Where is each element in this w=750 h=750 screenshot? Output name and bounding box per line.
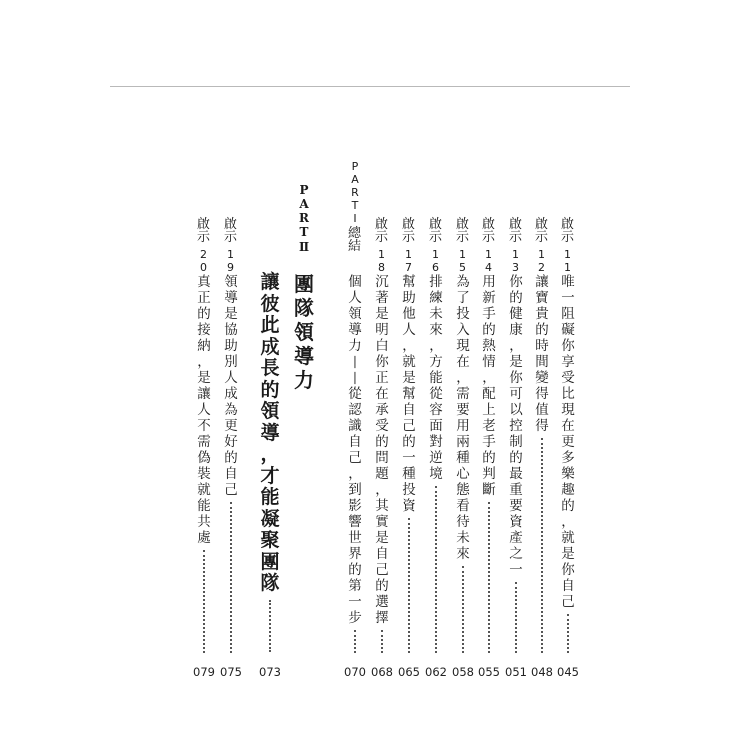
part1-letter: P: [351, 160, 359, 173]
entry-label: 啟 示 2 0: [196, 217, 211, 274]
entry-label: 啟 示 1 9: [223, 217, 238, 274]
page-number: 065: [398, 665, 420, 679]
entry-label: 啟 示 1 5: [455, 217, 470, 274]
entry-title: 個 人 領 導 力 — — 從 認 識 自 己 ， 到 影 響 世 界 的 第 一 步: [347, 274, 363, 626]
part1-letter: T: [351, 199, 359, 212]
dot-leader: [269, 600, 271, 652]
entry-title: 你 的 健 康 ， 是 你 可 以 控 制 的 最 重 要 資 產 之 一: [509, 274, 523, 578]
dot-leader: [230, 502, 232, 653]
entry-title: 沉 著 是 明 白 你 正 在 承 受 的 問 題 ， 其 實 是 自 己 的 選 擇: [375, 274, 389, 626]
entry-label: 啟 示 1 8: [374, 217, 389, 274]
page-number: 048: [531, 665, 553, 679]
entry-title: 讓 寶 貴 的 時 間 變 得 值 得: [535, 274, 549, 434]
page-number: 055: [478, 665, 500, 679]
page-number: 045: [557, 665, 579, 679]
entry-title: 領 導 是 協 助 別 人 成 為 更 好 的 自 己: [224, 274, 238, 498]
part2-letter: A: [299, 197, 309, 211]
entry-label: 啟 示 1 4: [481, 217, 496, 274]
part2-numeral: Ⅱ: [298, 240, 310, 254]
page-number: 079: [193, 665, 215, 679]
entry-label: 啟 示 1 1: [560, 217, 575, 274]
page-number: 068: [371, 665, 393, 679]
entry-title: 唯 一 阻 礙 你 享 受 比 現 在 更 多 樂 趣 的 ， 就 是 你 自 己: [561, 274, 575, 610]
dot-leader: [381, 630, 383, 653]
dot-leader: [435, 486, 437, 653]
part2-header: [295, 183, 313, 255]
part2-subtitle: 讓 彼 此 成 長 的 領 導 ， 才 能 凝 聚 團 隊: [260, 271, 280, 594]
page-number: 075: [220, 665, 242, 679]
entry-title: 真 正 的 接 納 ， 是 讓 人 不 需 偽 裝 就 能 共 處: [197, 274, 211, 546]
entry-title: 用 新 手 的 熱 情 ， 配 上 老 手 的 判 斷: [482, 274, 496, 498]
entry-label: 啟 示 1 6: [428, 217, 443, 274]
dot-leader: [203, 550, 205, 653]
page-number: 073: [259, 665, 281, 679]
page-number: 051: [505, 665, 527, 679]
entry-label: 啟 示 1 2: [534, 217, 549, 274]
dot-leader: [462, 566, 464, 653]
part2-title: 團 隊 領 導 力: [294, 272, 314, 392]
entry-title: 幫 助 他 人 ， 就 是 幫 自 己 的 一 種 投 資: [402, 274, 416, 514]
dot-leader: [515, 582, 517, 653]
dot-leader: [408, 518, 410, 653]
top-rule: [110, 86, 630, 87]
part1-letter: R: [351, 186, 359, 199]
page-number: 070: [344, 665, 366, 679]
part2-letter: R: [299, 211, 309, 225]
part2-letter: P: [299, 183, 309, 197]
part1-header: [346, 160, 364, 253]
part1-title: 總 結: [347, 226, 362, 254]
entry-title: 排 練 未 來 ， 方 能 從 容 面 對 逆 境: [429, 274, 443, 482]
page-number: 058: [452, 665, 474, 679]
part1-letter: A: [351, 173, 359, 186]
dot-leader: [541, 438, 543, 653]
entry-label: 啟 示 1 3: [508, 217, 523, 274]
dot-leader: [488, 502, 490, 653]
part2-letter: T: [299, 225, 309, 239]
page-number: 062: [425, 665, 447, 679]
entry-label: 啟 示 1 7: [401, 217, 416, 274]
part1-numeral: Ⅰ: [353, 212, 357, 225]
dot-leader: [567, 614, 569, 653]
entry-title: 為 了 投 入 現 在 ， 需 要 用 兩 種 心 態 看 待 未 來: [456, 274, 470, 562]
dot-leader: [354, 630, 356, 653]
